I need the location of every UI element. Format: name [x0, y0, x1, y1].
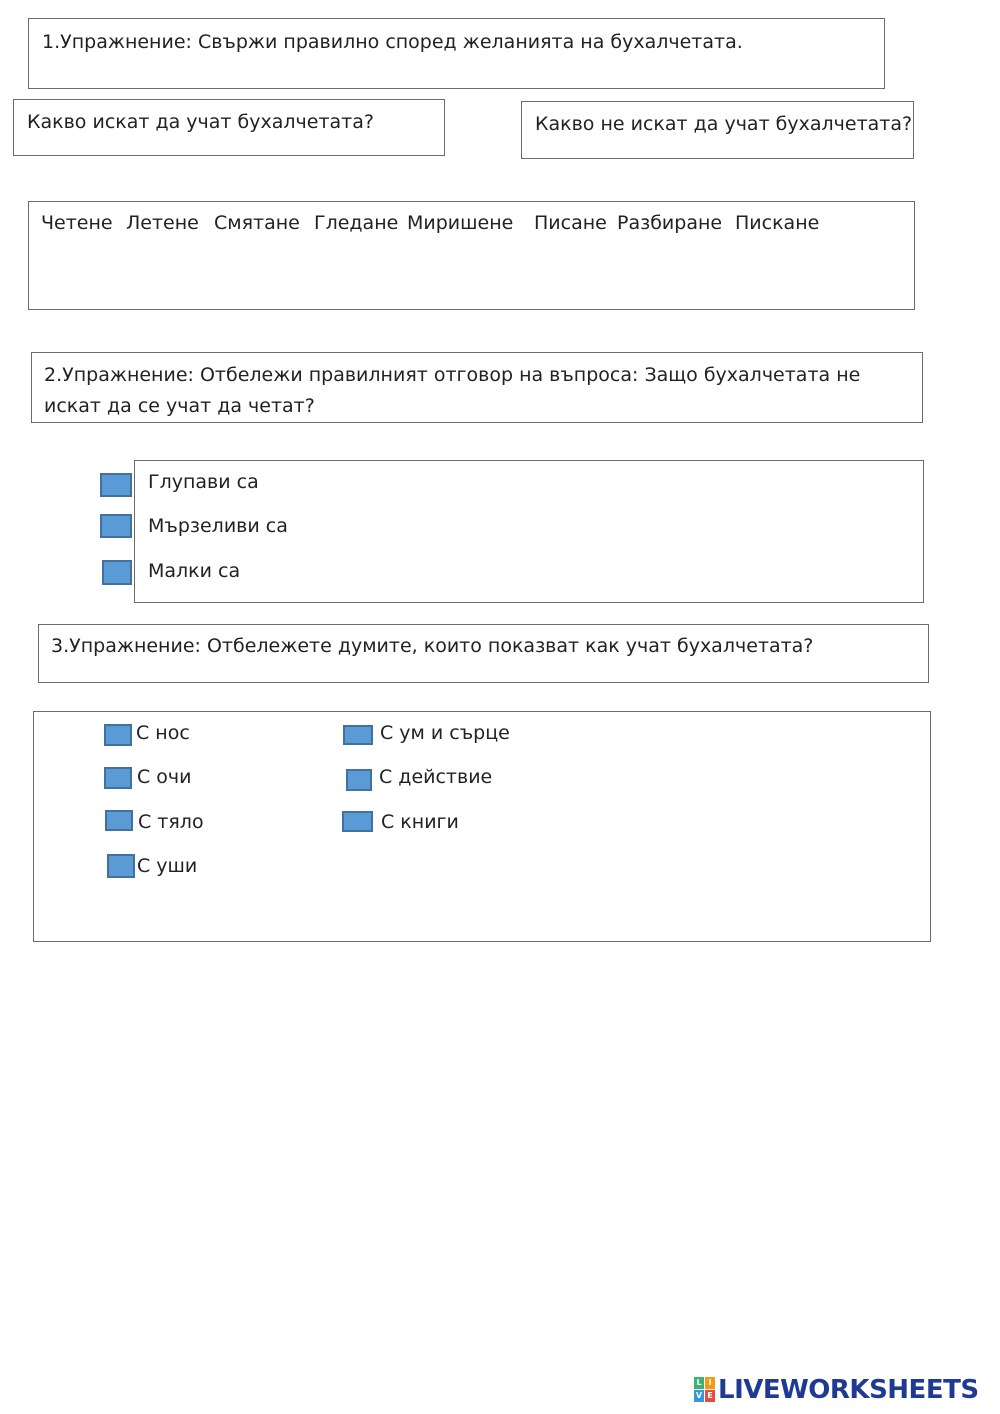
- exercise1-title: 1.Упражнение: Свържи правилно според желанията на бухалчетата.: [42, 31, 743, 53]
- option-checkbox[interactable]: [104, 724, 132, 746]
- option-label: С очи: [137, 766, 192, 788]
- word-item[interactable]: Гледане: [314, 212, 399, 234]
- word-item[interactable]: Смятане: [214, 212, 300, 234]
- word-item[interactable]: Летене: [126, 212, 199, 234]
- word-item[interactable]: Четене: [41, 212, 113, 234]
- word-item[interactable]: Писане: [534, 212, 607, 234]
- option-label: С действие: [379, 766, 493, 788]
- option-checkbox[interactable]: [105, 810, 133, 831]
- want-label: Какво искат да учат бухалчетата?: [27, 111, 374, 133]
- option-checkbox[interactable]: [343, 725, 373, 745]
- liveworksheets-logo: [694, 1376, 979, 1404]
- liveworksheets-logo-icon: L I V E: [694, 1377, 716, 1403]
- option-checkbox[interactable]: [104, 767, 132, 789]
- option-checkbox[interactable]: [107, 854, 135, 878]
- word-item[interactable]: Разбиране: [617, 212, 723, 234]
- option-label: С книги: [381, 811, 459, 833]
- word-item[interactable]: Миришене: [407, 212, 514, 234]
- option-label: С нос: [136, 722, 190, 744]
- option-label: Малки са: [148, 560, 241, 582]
- logo-text: LIVEWORKSHEETS: [718, 1375, 979, 1405]
- exercise2-question: 2.Упражнение: Отбележи правилният отговор на въпроса: Защо бухалчетата не искат да се учат да четат?: [44, 364, 861, 417]
- option-checkbox[interactable]: [342, 811, 373, 832]
- exercise3-title: 3.Упражнение: Отбележете думите, които показват как учат бухалчетата?: [51, 635, 814, 657]
- option-label: С тяло: [138, 811, 204, 833]
- option-checkbox[interactable]: [346, 769, 372, 791]
- option-label: С ум и сърце: [380, 722, 510, 744]
- option-checkbox[interactable]: [102, 560, 132, 585]
- not-want-label: Какво не искат да учат бухалчетата?: [535, 113, 913, 135]
- option-label: С уши: [137, 855, 198, 877]
- option-checkbox[interactable]: [100, 473, 132, 497]
- option-checkbox[interactable]: [100, 514, 132, 538]
- word-item[interactable]: Пискане: [735, 212, 820, 234]
- option-label: Мързеливи са: [148, 515, 288, 537]
- option-label: Глупави са: [148, 471, 259, 493]
